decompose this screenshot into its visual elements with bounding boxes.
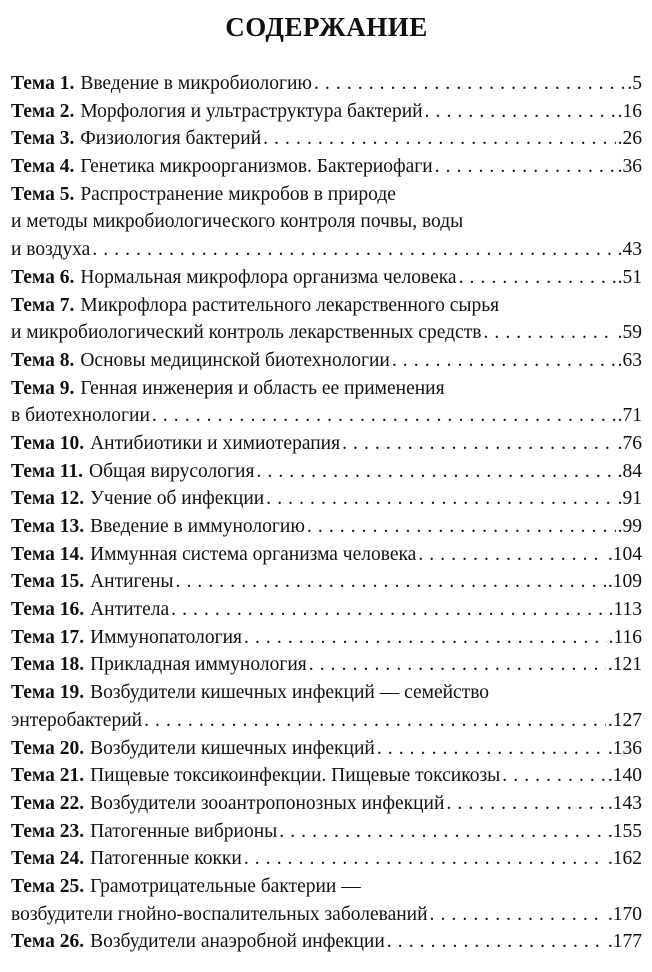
toc-entry[interactable] [11,430,642,458]
topic-number: Тема 7. [11,294,75,316]
dot-leader [309,651,606,679]
toc-entry-line [11,901,642,929]
page-number: .59 [617,322,642,344]
page-number: .113 [608,599,642,621]
toc-entry-line [11,735,642,763]
dot-leader [256,458,615,486]
dot-leader [152,402,616,430]
topic-number: Тема 19. [11,682,85,704]
topic-title: Возбудители зооантропонозных инфекций [90,792,445,814]
page-number: .170 [607,903,642,925]
page-number: .104 [607,543,642,565]
toc-entry[interactable] [11,624,642,652]
topic-title: Учение об инфекции [90,488,265,510]
topic-number: Тема 2. [11,100,75,122]
toc-entry-line [11,125,642,153]
topic-title: энтеробактерий [11,709,143,731]
topic-title: Распространение микробов в природе [80,183,396,205]
toc-entry[interactable] [11,679,642,734]
page-number: .109 [607,571,642,593]
toc-entry[interactable] [11,928,642,956]
dot-leader [263,125,615,153]
topic-title: и методы микробиологического контроля почвы, воды [11,211,464,233]
page-number: .76 [617,432,642,454]
toc-entry-line [11,873,642,901]
toc-entry[interactable] [11,485,642,513]
toc-entry-line [11,153,642,181]
topic-number: Тема 8. [11,349,75,371]
topic-number: Тема 12. [11,488,85,510]
toc-entry-line [11,928,642,956]
toc-entry[interactable] [11,762,642,790]
toc-entry[interactable] [11,347,642,375]
page-number: .177 [607,931,642,953]
page-number: .121 [607,654,642,676]
page-number: .136 [607,737,642,759]
dot-leader [435,153,616,181]
dot-leader [430,901,606,929]
dot-leader [92,236,615,264]
toc-entry[interactable] [11,651,642,679]
toc-list [11,70,642,956]
topic-number: Тема 18. [11,654,85,676]
toc-entry-line [11,181,642,209]
topic-number: Тема 3. [11,128,75,150]
topic-number: Тема 4. [11,156,75,178]
topic-title: Физиология бактерий [80,128,262,150]
topic-title: Прикладная иммунология [90,654,307,676]
dot-leader [342,430,616,458]
topic-title: Генетика микроорганизмов. Бактериофаги [80,156,433,178]
topic-number: Тема 15. [11,571,85,593]
toc-entry-line [11,347,642,375]
toc-entry-line [11,375,642,403]
page-number: .91 [617,488,642,510]
dot-leader [377,735,606,763]
dot-leader [314,70,625,98]
toc-entry[interactable] [11,181,642,264]
toc-entry-line [11,264,642,292]
toc-entry[interactable] [11,735,642,763]
toc-entry-line [11,70,642,98]
dot-leader [418,541,606,569]
toc-entry[interactable] [11,153,642,181]
topic-title: Введение в иммунологию [90,516,305,537]
dot-leader [307,513,616,541]
page-number: .99 [617,516,642,537]
dot-leader [387,928,606,956]
topic-number: Тема 23. [11,820,85,842]
dot-leader [266,485,615,513]
toc-entry-line [11,845,642,873]
dot-leader [392,347,616,375]
toc-entry-line [11,568,642,596]
dot-leader [171,596,606,624]
topic-number: Тема 17. [11,626,85,648]
toc-entry-line [11,541,642,569]
toc-entry-line [11,679,642,707]
topic-number: Тема 11. [11,460,83,482]
toc-entry[interactable] [11,70,642,98]
page-number: .116 [608,626,642,648]
topic-title: Нормальная микрофлора организма человека [80,266,457,288]
topic-title: Антитела [90,599,170,621]
topic-number: Тема 13. [11,516,85,537]
toc-entry[interactable] [11,790,642,818]
topic-title: возбудители гнойно-воспалительных заболеваний [11,903,428,925]
dot-leader [244,624,607,652]
toc-entry-line [11,430,642,458]
dot-leader [446,790,605,818]
page-number: .16 [617,100,642,122]
topic-title: Патогенные вибрионы [90,820,278,842]
page-number: .43 [617,239,642,261]
topic-title: Возбудители анаэробной инфекции [90,931,385,953]
topic-title: Введение в микробиологию [80,73,312,94]
dot-leader [459,264,616,292]
topic-title: Иммунная система организма человека [90,543,417,565]
dot-leader [244,845,606,873]
topic-title: Возбудители кишечных инфекций [90,737,375,759]
toc-entry[interactable] [11,873,642,928]
toc-entry[interactable] [11,264,642,292]
topic-title: в биотехнологии [11,405,150,427]
topic-title: Патогенные кокки [90,848,242,870]
page-number: .26 [617,128,642,150]
dot-leader [144,707,606,735]
toc-entry-line [11,651,642,679]
topic-number: Тема 5. [11,183,75,205]
topic-title: Грамотрицательные бактерии — [90,875,361,897]
dot-leader [502,762,606,790]
toc-entry[interactable] [11,596,642,624]
page-number: .155 [607,820,642,842]
toc-entry[interactable] [11,98,642,126]
toc-entry-line [11,762,642,790]
topic-title: Иммунопатология [90,626,243,648]
topic-title: Возбудители кишечных инфекций — семейство [90,682,490,704]
toc-entry[interactable] [11,125,642,153]
page-number: .143 [607,792,642,814]
toc-entry[interactable] [11,845,642,873]
topic-number: Тема 6. [11,266,75,288]
topic-number: Тема 26. [11,931,85,953]
topic-number: Тема 1. [11,73,75,94]
toc-entry[interactable] [11,541,642,569]
topic-number: Тема 21. [11,765,85,787]
toc-entry[interactable] [11,458,642,486]
page-number: .84 [617,460,642,482]
toc-entry-line [11,292,642,320]
toc-entry-line [11,790,642,818]
page-number: .162 [607,848,642,870]
page-number: .51 [617,266,642,288]
topic-title: Пищевые токсикоинфекции. Пищевые токсикозы [90,765,501,787]
page-number: .140 [607,765,642,787]
topic-title: Основы медицинской биотехнологии [80,349,390,371]
page-number: .127 [607,709,642,731]
dot-leader [176,568,606,596]
page-number: .5 [627,73,642,94]
page-number: .36 [617,156,642,178]
topic-title: и воздуха [11,239,91,261]
toc-entry[interactable] [11,818,642,846]
topic-number: Тема 22. [11,792,85,814]
topic-title: Морфология и ультраструктура бактерий [80,100,423,122]
topic-title: Генная инженерия и область ее применения [80,377,445,399]
topic-number: Тема 25. [11,875,85,897]
toc-entry-line [11,98,642,126]
topic-title: Общая вирусология [89,460,255,482]
dot-leader [279,818,606,846]
toc-entry-line [11,624,642,652]
topic-number: Тема 10. [11,432,85,454]
dot-leader [483,319,615,347]
toc-entry[interactable] [11,513,642,541]
toc-entry-line [11,458,642,486]
toc-entry-line [11,707,642,735]
toc-entry-line [11,236,642,264]
toc-entry-line [11,208,642,236]
topic-title: и микробиологический контроль лекарственных средств [11,322,482,344]
page-title: СОДЕРЖАНИЕ [225,12,428,42]
toc-entry-line [11,319,642,347]
toc-entry[interactable] [11,375,642,430]
topic-number: Тема 9. [11,377,75,399]
toc-entry-line [11,818,642,846]
toc-entry-line [11,485,642,513]
page-number: .71 [617,405,642,427]
toc-entry-line [11,596,642,624]
topic-number: Тема 14. [11,543,85,565]
topic-title: Антигены [90,571,174,593]
topic-number: Тема 24. [11,848,85,870]
topic-number: Тема 16. [11,599,85,621]
topic-title: Микрофлора растительного лекарственного сырья [80,294,500,316]
page-number: .63 [617,349,642,371]
topic-number: Тема 20. [11,737,85,759]
topic-title: Антибиотики и химиотерапия [90,432,341,454]
toc-entry[interactable] [11,292,642,347]
toc-entry[interactable] [11,568,642,596]
dot-leader [425,98,616,126]
toc-entry-line [11,513,642,541]
toc-entry-line [11,402,642,430]
